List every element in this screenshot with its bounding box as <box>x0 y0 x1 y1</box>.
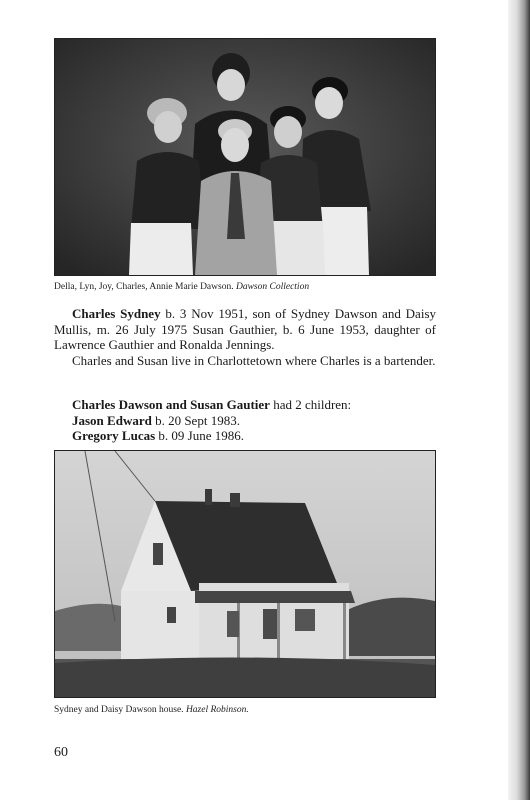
house-photo <box>54 450 436 698</box>
children-count-text: had 2 children: <box>269 397 352 412</box>
family-portrait-caption <box>54 281 434 293</box>
caption-text: Sydney and Daisy Dawson house. <box>54 705 184 715</box>
page-number: 60 <box>54 745 68 760</box>
bio-name: Charles Sydney <box>72 306 161 321</box>
child-birth: b. 09 June 1986. <box>155 428 245 443</box>
caption-credit: Hazel Robinson. <box>185 705 249 715</box>
house-photo-caption <box>54 704 434 716</box>
child-name: Jason Edward <box>72 412 152 428</box>
family-portrait-photo <box>54 38 436 276</box>
bio-details: b. 3 Nov 1951, son of Sydney Dawson and Daisy Mullis, m. 26 July 1975 Susan Gauthier, b. 6 June 1953, daughter of Lawrence Gauthier and Ronalda Jennings. <box>54 306 437 352</box>
page-edge-shadow <box>508 0 530 800</box>
caption-names: Della, Lyn, Joy, Charles, Annie Marie Dawson. <box>54 282 234 292</box>
bio-paragraph-2: Charles and Susan live in Charlottetown where Charles is a bartender. <box>72 352 436 368</box>
child-birth: b. 20 Sept 1983. <box>151 412 240 428</box>
children-intro <box>72 397 351 413</box>
child-entry <box>72 428 351 444</box>
bio-paragraph-1 <box>54 306 436 353</box>
caption-credit: Dawson Collection <box>235 282 310 292</box>
child-entry <box>72 413 351 429</box>
child-name: Gregory Lucas <box>72 428 156 443</box>
children-list <box>72 397 351 444</box>
biography-text <box>54 306 436 368</box>
parents-names: Charles Dawson and Susan Gautier <box>72 397 270 412</box>
